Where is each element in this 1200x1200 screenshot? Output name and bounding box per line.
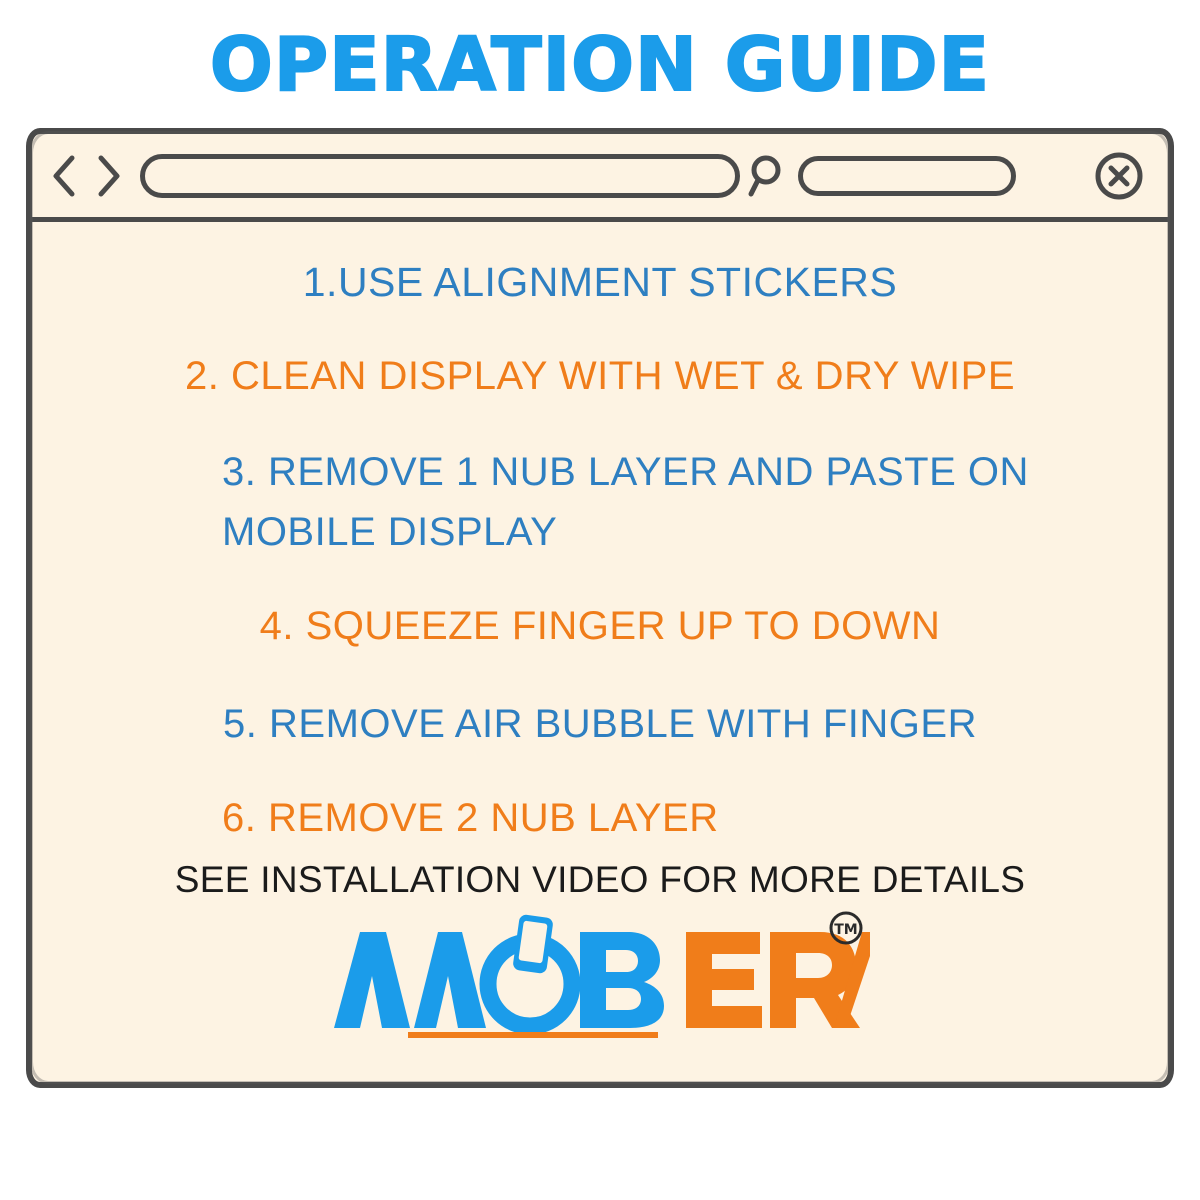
list-item [74, 596, 1126, 656]
brand-logo [74, 910, 1126, 1040]
browser-toolbar [32, 134, 1168, 222]
step-text: CLEAN DISPLAY WITH WET & DRY WIPE [230, 354, 1016, 398]
step-number: 6. [222, 796, 257, 840]
list-item [74, 346, 1126, 406]
chevron-left-icon[interactable] [50, 154, 78, 198]
steps-list [74, 252, 1126, 848]
list-item [74, 442, 1126, 562]
address-bar[interactable] [140, 154, 740, 198]
secondary-field[interactable] [798, 156, 1016, 196]
step-number: 4. [259, 604, 294, 648]
search-icon[interactable] [740, 152, 796, 200]
step-text: REMOVE AIR BUBBLE WITH FINGER [269, 702, 977, 746]
logo-graphic [330, 910, 870, 1040]
step-number: 1. [302, 259, 338, 305]
step-number: 5. [223, 702, 258, 746]
step-text: REMOVE 2 NUB LAYER [267, 796, 719, 840]
step-text: SQUEEZE FINGER UP TO DOWN [305, 604, 941, 648]
step-text: USE ALIGNMENT STICKERS [337, 259, 898, 305]
footnote: SEE INSTALLATION VIDEO FOR MORE DETAILS [174, 859, 1026, 900]
browser-window [26, 128, 1174, 1088]
step-number: 2. [184, 354, 220, 398]
step-text: REMOVE 1 NUB LAYER AND PASTE ON MOBILE DISPLAY [222, 450, 1029, 554]
chevron-right-icon[interactable] [94, 154, 122, 198]
page-title: OPERATION GUIDE [209, 22, 991, 108]
list-item [74, 252, 1126, 312]
list-item [74, 694, 1126, 754]
list-item [74, 788, 1126, 848]
step-number: 3. [222, 450, 257, 494]
nav-arrows [50, 154, 122, 198]
guide-content [32, 222, 1168, 1082]
close-circle-icon[interactable] [1092, 149, 1146, 203]
svg-text:TM: TM [834, 922, 858, 938]
